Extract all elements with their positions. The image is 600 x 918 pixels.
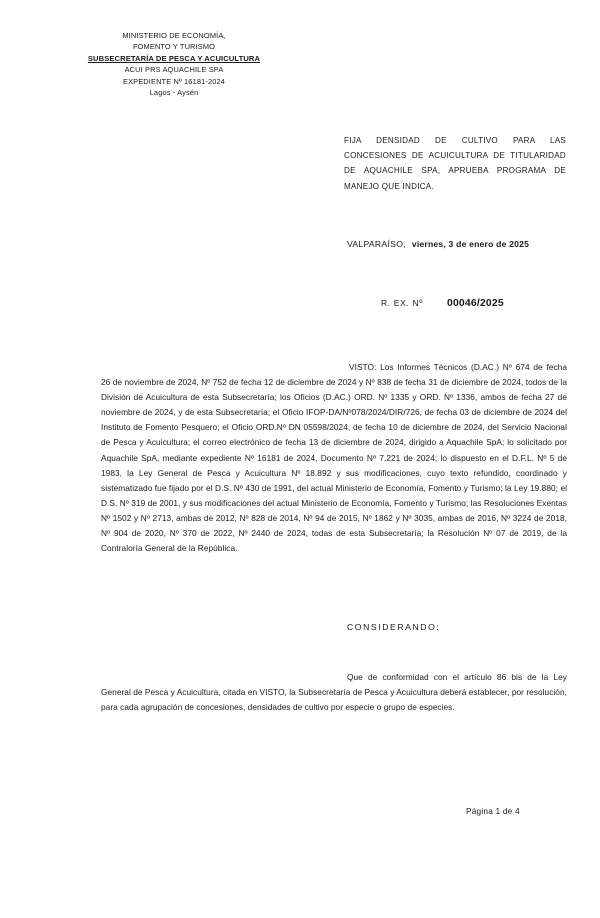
letterhead — [84, 30, 264, 98]
letterhead-region: Lagos - Aysén — [149, 88, 199, 98]
place-and-date — [347, 239, 529, 249]
considerando-paragraph — [101, 670, 567, 715]
considerando-text: Que de conformidad con el artículo 86 bis de la Ley General de Pesca y Acuicultura, citada en VISTO, la Subsecretaría de Pesca y Acuicultura deberá establecer, por resolución, para cada agrupación de concesiones, densidades de cultivo por especie o grupo de especies. — [101, 672, 567, 713]
letterhead-procedure: ACUI PRS AQUACHILE SPA — [124, 65, 224, 75]
letterhead-ministry-line-1: MINISTERIO DE ECONOMÍA, — [122, 31, 226, 40]
place-label: VALPARAÍSO, — [347, 239, 406, 249]
document-subject: FIJA DENSIDAD DE CULTIVO PARA LAS CONCESIONES DE ACUICULTURA DE TITULARIDAD DE AQUACHILE SPA, APRUEBA PROGRAMA DE MANEJO QUE INDICA. — [344, 136, 566, 191]
date-label: viernes, 3 de enero de 2025 — [411, 239, 530, 249]
visto-text: VISTO: Los Informes Técnicos (D.AC.) Nº 674 de fecha 26 de noviembre de 2024, Nº 752 de fecha 12 de diciembre de 2024 y Nº 838 de fecha 31 de diciembre de 2024, todos de la División de Acuicultura de esta Subsecretaría; los Oficios (D.AC.) ORD. Nº 1335 y ORD. Nº 1336, ambos de fecha 27 de noviembre de 2024, y de esta Subsecretaría; el Oficio IFOP-DA/Nº078/2024/DIR/726, de fecha 03 de diciembre de 2024 del Instituto de Fomento Pesquero; el Oficio ORD.Nº DN 05598/2024, de fecha 10 de diciembre de 2024, del Servicio Nacional de Pesca y Acuicultura; el correo electrónico de fecha 13 de diciembre de 2024, dirigido a Aquachile SpA; lo solicitado por Aquachile SpA, mediante expediente Nº 16181 de 2024, Documento Nº 7.221 de 2024; lo dispuesto en el D.F.L. Nº 5 de 1983, la Ley General de Pesca y Acuicultura Nº 18.892 y sus modificaciones, cuyo texto refundido, coordinado y sistematizado fue fijado por el D.S. Nº 430 de 1991, del actual Ministerio de Economía, Fomento y Turismo; la Ley 19.880; el D.S. Nº 319 de 2001, y sus modificaciones del actual Ministerio de Economía, Fomento y Turismo; las Resoluciones Exentas Nº 1502 y Nº 2713, ambas de 2012, Nº 828 de 2014, Nº 94 de 2015, Nº 1862 y Nº 3035, ambas de 2016, Nº 3224 de 2018, Nº 904 de 2020, Nº 370 de 2022, Nº 2440 de 2024, todas de esta Subsecretaría; la Resolución Nº 07 de 2019, de la Contraloría General de la República. — [101, 362, 567, 554]
visto-paragraph — [101, 360, 567, 556]
page-footer: Página 1 de 4 — [466, 806, 520, 816]
resolution-number-block — [381, 298, 504, 309]
resolution-number: 00046/2025 — [446, 298, 504, 309]
letterhead-ministry-line-2: FOMENTO Y TURISMO — [132, 42, 216, 52]
letterhead-subsecretaria: SUBSECRETARÍA DE PESCA Y ACUICULTURA — [87, 53, 261, 63]
letterhead-expediente: EXPEDIENTE Nº 16181-2024 — [122, 76, 226, 86]
considerando-heading: CONSIDERANDO: — [347, 622, 441, 632]
resolution-label: R. EX. Nº — [381, 298, 423, 308]
